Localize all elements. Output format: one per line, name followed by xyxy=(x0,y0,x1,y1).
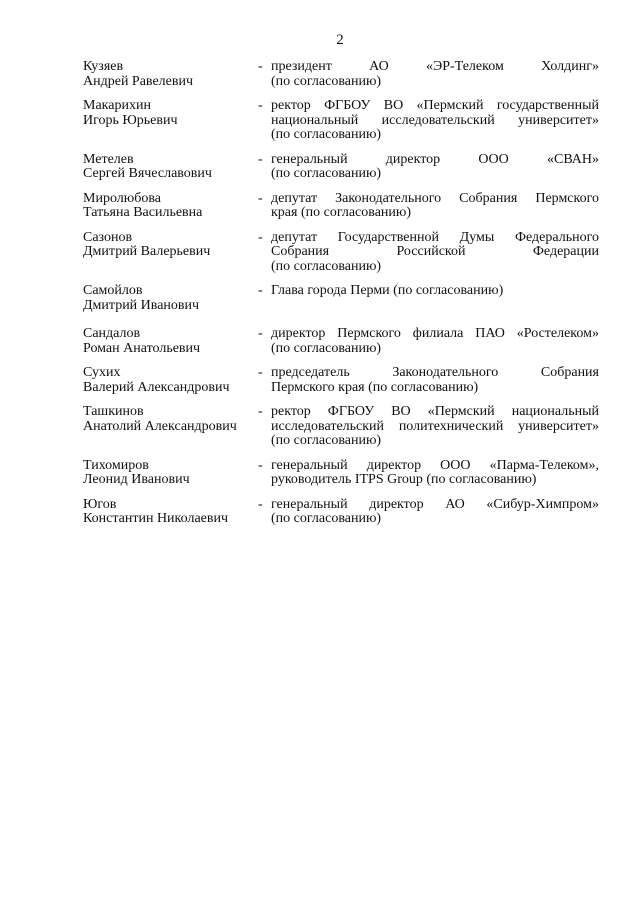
member-name xyxy=(83,366,258,395)
separator-dash: - xyxy=(258,151,263,167)
role-line: (по согласованию) xyxy=(271,73,382,89)
list-item xyxy=(83,498,599,527)
role-line: (по согласованию) xyxy=(271,127,382,142)
role-line: директор Пермского филиала ПАО «Ростелеком» xyxy=(271,326,599,341)
list-item xyxy=(83,60,599,89)
member-name xyxy=(83,231,258,275)
member-name xyxy=(83,459,258,488)
separator-dash: - xyxy=(258,404,263,419)
member-surname: Макарихин xyxy=(83,98,151,113)
member-given-name: Игорь Юрьевич xyxy=(83,112,178,128)
member-given-name: Андрей Равелевич xyxy=(83,73,194,89)
member-surname: Метелев xyxy=(83,151,134,167)
member-given-name: Анатолий Александрович xyxy=(83,418,237,434)
member-role xyxy=(271,366,599,395)
role-line: исследовательский политехнический университет» xyxy=(271,418,599,434)
member-surname: Югов xyxy=(83,496,117,512)
member-surname: Самойлов xyxy=(83,283,143,298)
role-line: руководитель ITPS Group (по согласованию) xyxy=(271,472,537,487)
list-item xyxy=(83,459,599,488)
member-surname: Кузяев xyxy=(83,59,124,74)
separator-dash: - xyxy=(258,496,263,512)
member-name xyxy=(83,192,258,221)
member-surname: Миролюбова xyxy=(83,190,161,206)
member-given-name: Валерий Александрович xyxy=(83,379,230,395)
member-given-name: Сергей Вячеславович xyxy=(83,166,212,181)
list-item xyxy=(83,153,599,182)
member-surname: Ташкинов xyxy=(83,404,144,419)
member-role xyxy=(271,327,599,356)
member-name xyxy=(83,327,258,356)
member-role xyxy=(271,192,599,221)
separator-dash: - xyxy=(258,326,263,341)
role-line: (по согласованию) xyxy=(271,340,382,356)
member-name xyxy=(83,60,258,89)
role-line: края (по согласованию) xyxy=(271,205,412,220)
member-given-name: Роман Анатольевич xyxy=(83,340,201,356)
member-role xyxy=(271,284,599,313)
list-item xyxy=(83,99,599,143)
role-line: национальный исследовательский университет» xyxy=(271,112,599,128)
member-role xyxy=(271,60,599,89)
role-line: Глава города Перми (по согласованию) xyxy=(271,283,504,298)
list-item xyxy=(83,405,599,449)
member-role xyxy=(271,153,599,182)
page-number: 2 xyxy=(336,32,344,48)
role-line: (по согласованию) xyxy=(271,433,382,448)
role-line: (по согласованию) xyxy=(271,166,382,181)
member-name xyxy=(83,284,258,313)
role-line: депутат Законодательного Собрания Пермского xyxy=(271,190,599,206)
member-surname: Сухих xyxy=(83,365,121,380)
member-name xyxy=(83,153,258,182)
member-name xyxy=(83,498,258,527)
member-given-name: Дмитрий Валерьевич xyxy=(83,244,211,259)
separator-dash: - xyxy=(258,365,263,380)
member-surname: Сазонов xyxy=(83,229,133,245)
list-item xyxy=(83,327,599,356)
member-role xyxy=(271,405,599,449)
separator-dash: - xyxy=(258,229,263,245)
member-surname: Сандалов xyxy=(83,326,141,341)
member-role xyxy=(271,498,599,527)
member-given-name: Константин Николаевич xyxy=(83,511,229,526)
separator-dash: - xyxy=(258,59,263,74)
list-item xyxy=(83,366,599,395)
role-line: депутат Государственной Думы Федерального xyxy=(271,229,599,245)
role-line: (по согласованию) xyxy=(271,511,382,526)
role-line: генеральный директор ООО «Парма-Телеком», xyxy=(271,457,599,473)
member-list xyxy=(83,60,599,537)
member-name xyxy=(83,405,258,449)
separator-dash: - xyxy=(258,283,263,298)
role-line: ректор ФГБОУ ВО «Пермский национальный xyxy=(271,404,599,419)
role-line: генеральный директор ООО «СВАН» xyxy=(271,151,599,167)
member-given-name: Дмитрий Иванович xyxy=(83,297,200,313)
separator-dash: - xyxy=(258,190,263,206)
member-surname: Тихомиров xyxy=(83,457,149,473)
member-role xyxy=(271,99,599,143)
list-item xyxy=(83,231,599,275)
member-role xyxy=(271,231,599,275)
member-given-name: Татьяна Васильевна xyxy=(83,205,203,220)
member-role xyxy=(271,459,599,488)
member-name xyxy=(83,99,258,143)
list-item xyxy=(83,192,599,221)
role-line: Пермского края (по согласованию) xyxy=(271,379,479,395)
role-line: президент АО «ЭР-Телеком Холдинг» xyxy=(271,59,599,74)
role-line: ректор ФГБОУ ВО «Пермский государственный xyxy=(271,98,599,113)
role-line: (по согласованию) xyxy=(271,258,382,274)
list-item xyxy=(83,284,599,313)
separator-dash: - xyxy=(258,457,263,473)
role-line: генеральный директор АО «Сибур-Химпром» xyxy=(271,496,599,512)
role-line: председатель Законодательного Собрания xyxy=(271,365,599,380)
member-given-name: Леонид Иванович xyxy=(83,472,190,487)
role-line: Собрания Российской Федерации xyxy=(271,244,599,259)
separator-dash: - xyxy=(258,98,263,113)
